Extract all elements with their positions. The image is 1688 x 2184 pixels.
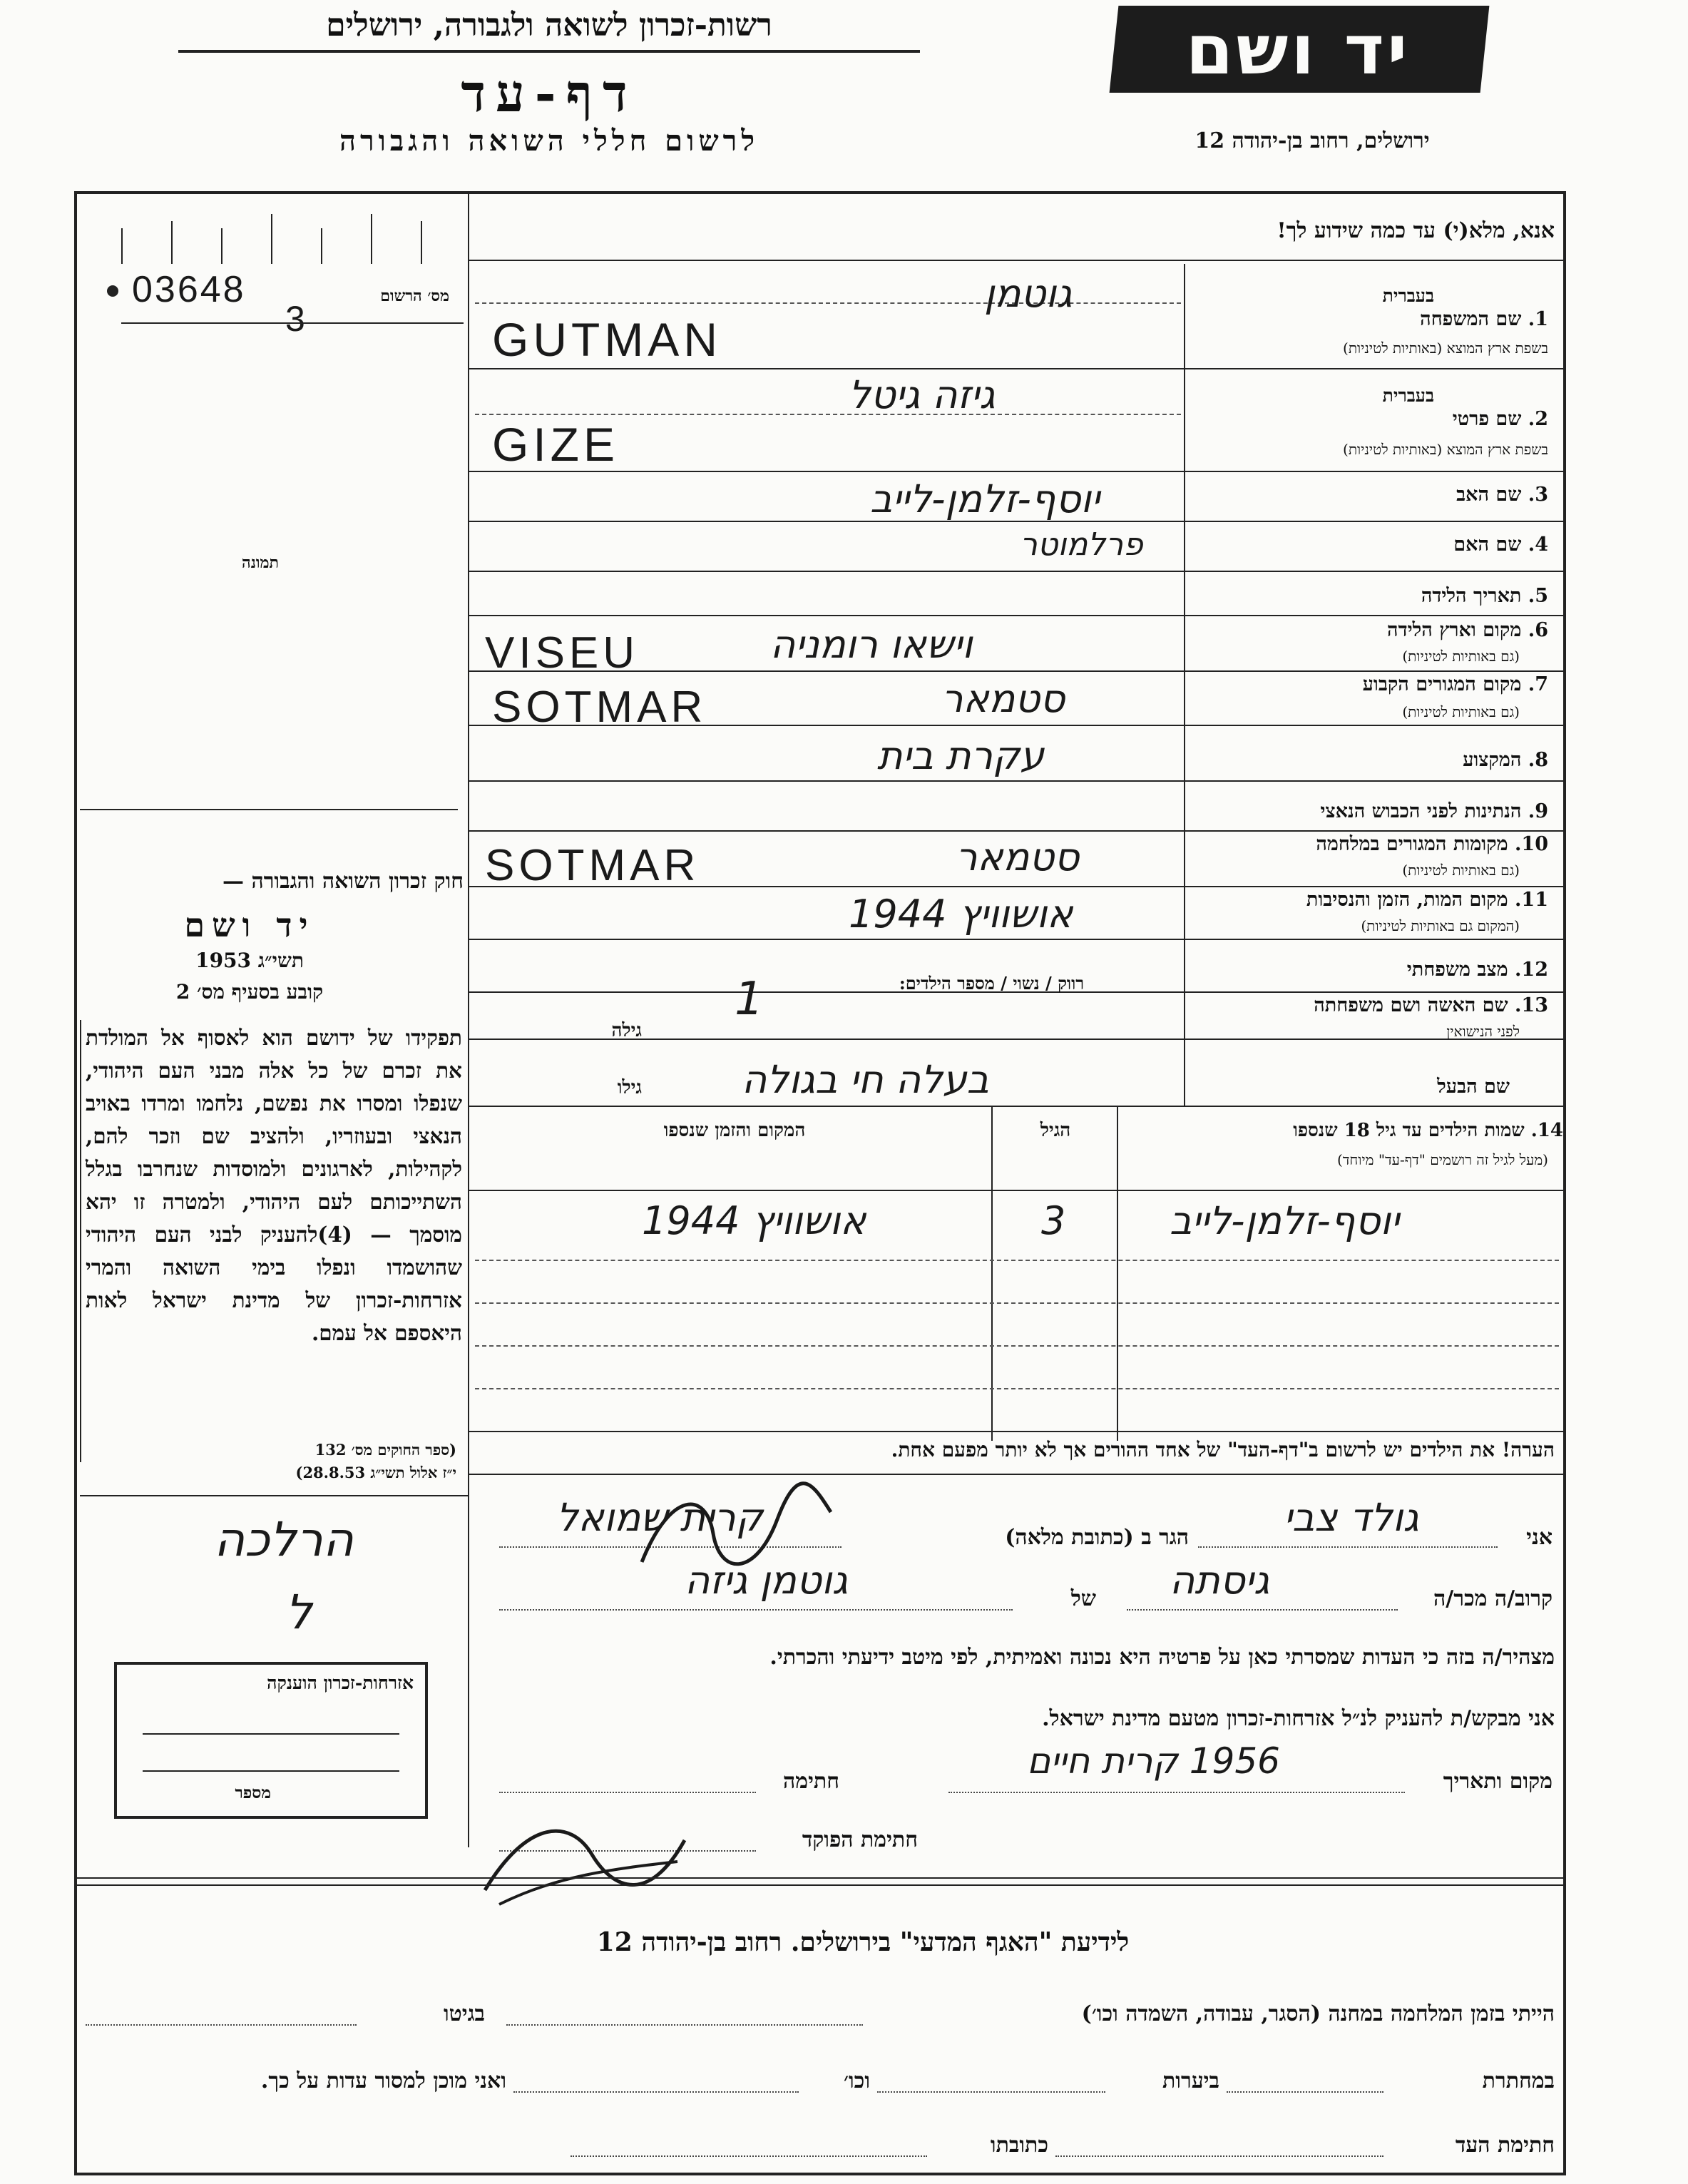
witness-signature (628, 1476, 842, 1576)
children-header-sub: (מעל לגיל זה רושמים "דף-עד" מיוחד) (1337, 1151, 1548, 1168)
field-11-sub: (המקום גם באותיות לטיניות) (1361, 917, 1520, 934)
marital-options: רווק / נשוי / מספר הילדים: (899, 973, 1084, 994)
law-text: תפקידו של ידושם הוא לאסוף אל המולדת את זכרם של כל אלה מבני העם היהודי, שנפלו ומסרו את נפשם, נלחמו ומרדו באויב הנאצי ובעוזריו, ולהציב שם וזכר להם, לקהילות, לארגונים ולמוסדות שנחרבו בגלל השתייכותם לעם היהודי, ולמטרה זו יהא מוסמך — (4)להעניק לבני העם היהודי שהושמדו ונפלו בימי השואה והמרי אזרחות-זכרון של מדינת ישראל לאות היאספם אל עמם. (86, 1025, 463, 1345)
footer-line3-b: כתובתו (990, 2133, 1048, 2158)
declaration-of-label: של (1070, 1586, 1096, 1611)
field-6-value[interactable]: וישאו רומניה (770, 622, 973, 667)
field-10-sub: (גם באותיות לטיניות) (1402, 862, 1520, 879)
field-2-label: 2. שם פרטי (1452, 408, 1548, 430)
citizenship-line-2 (143, 1770, 399, 1772)
record-suffix: 3 (285, 299, 310, 339)
law-clause: קובע בסעיף מס׳ 2 (175, 980, 324, 1004)
law-ref-1: (ספר החוקים מס׳ 132 (314, 1441, 456, 1459)
declaration-i-label: אני (1526, 1525, 1553, 1550)
logo-text: יד ושם (1185, 10, 1411, 90)
field-10-value[interactable]: סטמאר (956, 835, 1080, 879)
footer-line1-a: הייתי בזמן המלחמה במחנה (הסגר, עבודה, השמדה וכו׳) (1081, 2001, 1555, 2026)
children-note: הערה! את הילדים יש לרשום ב"דף-העד" של אחד ההורים אך לא יותר מפעם אחת. (891, 1438, 1555, 1461)
field-6-sub: (גם באותיות לטיניות) (1402, 648, 1520, 665)
declaration-relation-value[interactable]: גיסתה (1170, 1558, 1270, 1603)
declaration-resides-label: הגר ב (כתובת מלאה) (1005, 1525, 1189, 1550)
field-2-latin-value[interactable]: GIZE (492, 418, 620, 471)
footer-line1-b: בגיטו (443, 2001, 485, 2026)
field-1-latin-value[interactable]: GUTMAN (492, 313, 722, 366)
citizenship-line-1 (143, 1733, 399, 1735)
footer-line2-c: וכו׳ (844, 2068, 870, 2093)
sidebar-bottom-line (80, 1495, 469, 1496)
officer-signature (471, 1812, 699, 1912)
field-1-sub: בשפת ארץ המוצא (באותיות לטיניות) (1343, 340, 1548, 357)
place-date-label: מקום ותאריך (1443, 1769, 1553, 1794)
child-1-age[interactable]: 3 (1041, 1198, 1066, 1243)
child-1-name[interactable]: יוסף-זלמן-לייב (1170, 1198, 1400, 1243)
husband-value[interactable]: בעלה חי בגולה (742, 1057, 989, 1102)
field-5-label: 5. תאריך הלידה (1421, 585, 1548, 607)
form-subtitle: לרשום חללי השואה והגבורה (339, 124, 759, 158)
field-3-value[interactable]: יוסף-זלמן-לייב (870, 476, 1100, 521)
declaration-relative-label: קרוב/ה מכר/ה (1433, 1586, 1553, 1611)
field-2-sub: בשפת ארץ המוצא (באותיות לטיניות) (1343, 441, 1548, 458)
signature-label: חתימה (783, 1769, 839, 1794)
field-8-value[interactable]: עקרת בית (877, 733, 1045, 778)
declaration-of-value[interactable]: גוטמן גיזה (685, 1558, 848, 1603)
age-label: גילה (611, 1020, 642, 1041)
barcode-ticks (121, 214, 464, 264)
law-year: תשי״ג 1953 (195, 949, 304, 972)
record-number-label: מס׳ הרשום (380, 287, 449, 305)
children-header-divider (468, 1190, 1566, 1191)
margin-note-2: ל (285, 1585, 312, 1640)
footer-line2-b: ביערות (1162, 2068, 1219, 2093)
authority-name: רשות-זכרון לשואה ולגבורה, ירושלים (326, 7, 772, 44)
footer-notice: לידיעת "האגף המדעי" בירושלים. רחוב בן-יהודה 12 (596, 1927, 1130, 1957)
sidebar-divider (468, 191, 469, 1847)
hebrew-label-2: בעברית (1382, 385, 1434, 406)
field-7-label: 7. מקום המגורים הקבוע (1362, 673, 1548, 695)
declaration-address-value[interactable]: קרית שמואל (556, 1495, 763, 1540)
record-underline (121, 322, 464, 324)
margin-note: הרלכה (214, 1512, 354, 1567)
children-header-name: 14. שמות הילדים עד גיל 18 שנספו (1293, 1120, 1563, 1141)
footer-line2-a: במחתרת (1482, 2068, 1555, 2093)
declaration-i-value[interactable]: גולד צבי (1284, 1495, 1419, 1540)
field-4-label: 4. שם האם (1453, 534, 1548, 556)
husband-age-label: גילו (617, 1077, 642, 1098)
husband-label: שם הבעל (1437, 1076, 1510, 1098)
children-col-1 (991, 1106, 993, 1441)
law-text-border (80, 1020, 81, 1462)
field-10-latin-value[interactable]: SOTMAR (485, 841, 700, 890)
law-title: חוק זכרון השואה והגבורה — (222, 869, 464, 894)
field-6-label: 6. מקום וארץ הלידה (1387, 619, 1548, 641)
field-13-sub: לפני הנישואין (1446, 1023, 1520, 1040)
law-name: יד ושם (184, 906, 315, 944)
marital-value[interactable]: 1 (735, 973, 764, 1026)
footer-line2-d: ואני מוכן למסור עדות על כך. (260, 2068, 506, 2093)
authority-underline (178, 50, 920, 53)
footer-divider-2 (74, 1884, 1566, 1886)
field-10-label: 10. מקומות המגורים במלחמה (1316, 833, 1548, 855)
field-7-latin-value[interactable]: SOTMAR (492, 683, 707, 732)
field-9-label: 9. הנתינות לפני הכבוש הנאצי (1320, 800, 1548, 822)
form-intro: אנא, מלא(י) עד כמה שידוע לך! (1277, 218, 1555, 243)
children-header-place: המקום והזמן שנספו (663, 1120, 806, 1141)
record-number: 03648 (132, 269, 246, 310)
children-col-2 (1117, 1106, 1118, 1441)
field-4-value[interactable]: פרלמוטר (1020, 526, 1143, 563)
declaration-statement: מצהיר/ה בזה כי העדות שמסרתי כאן על פרטיה היא נכונה ואמיתית, לפי מיטב ידיעתי והכרתי. (769, 1645, 1555, 1670)
officer-signature-label: חתימת הפוקד (802, 1827, 918, 1852)
field-11-label: 11. מקום המות, הזמן והנסיבות (1306, 889, 1548, 911)
citizenship-box-title: אזרחות-זכרון הוענקה (267, 1673, 414, 1693)
children-header-age: הגיל (1040, 1120, 1071, 1141)
field-12-label: 12. מצב משפחתי (1406, 959, 1548, 981)
photo-underline (80, 809, 458, 810)
field-7-value[interactable]: סטמאר (941, 676, 1065, 721)
header-address: ירושלים, רחוב בן-יהודה 12 (1195, 128, 1430, 153)
hebrew-label-1: בעברית (1382, 285, 1434, 306)
citizenship-number-label: מספר (235, 1783, 271, 1802)
footer-divider (74, 1877, 1566, 1879)
photo-label: תמונה (242, 553, 279, 572)
intro-divider (468, 260, 1566, 261)
record-number-dot (107, 285, 118, 297)
field-11-value[interactable]: אושוויץ 1944 (849, 892, 1073, 937)
footer-line3-a: חתימת העד (1455, 2133, 1555, 2158)
field-2-hebrew-value[interactable]: גיזה גיטל (849, 372, 996, 417)
declaration-request: אני מבקש/ת להעניק לנ״ל אזרחות-זכרון מטעם מדינת ישראל. (1042, 1706, 1555, 1731)
child-1-place[interactable]: אושוויץ 1944 (642, 1198, 866, 1243)
field-13-label: 13. שם האשה ושם משפחתה (1314, 994, 1548, 1016)
place-date-value[interactable]: 1956 קרית חיים (1027, 1740, 1280, 1782)
field-6-latin-value[interactable]: VISEU (485, 628, 640, 678)
law-ref-2: י״ז אלול תשי״ג 28.8.53) (295, 1464, 456, 1481)
field-1-label: 1. שם המשפחה (1420, 308, 1548, 330)
field-7-sub: (גם באותיות לטיניות) (1402, 703, 1520, 720)
field-1-hebrew-value[interactable]: גוטמן (984, 271, 1073, 316)
form-title: דף-עד (461, 63, 638, 123)
field-3-label: 3. שם האב (1456, 484, 1548, 506)
labels-divider (1184, 264, 1185, 1106)
field-8-label: 8. המקצוע (1463, 749, 1548, 771)
